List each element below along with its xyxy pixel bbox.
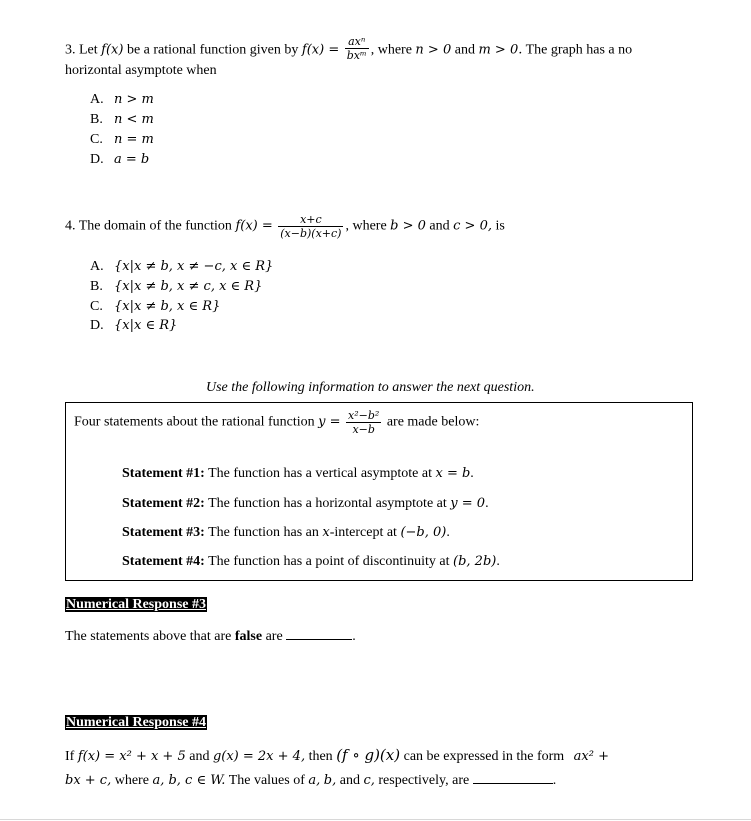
nr4-label: Numerical Response #4 [66,715,206,730]
q4-option-a[interactable]: A. {x|x ≠ b, x ≠ −c, x ∈ R} [90,259,274,274]
q4-option-d[interactable]: D. {x|x ∈ R} [90,318,178,333]
info-heading: Use the following information to answer the next question. [206,380,535,395]
q3-option-a[interactable]: A. n > m [90,92,154,107]
q4-option-c[interactable]: C. {x|x ≠ b, x ∈ R} [90,299,221,314]
q3-option-d[interactable]: D. a = b [90,152,150,167]
q4-fraction: $\frac{x+c}{(x-b)(x+c)}$ [280,213,342,240]
info-fraction: $\frac{\text{x²−b²}}{x-b}$ [348,409,380,436]
info-box [65,402,693,581]
nr4-line1: If f(x) = x² + x + 5 and g(x) = 2x + 4, then (f ∘ g)(x) can be expressed in the form ax² + [65,746,609,764]
q3-option-b[interactable]: B. n < m [90,112,154,127]
q3-fx-label: f(x) [101,42,124,58]
statement-3: Statement #3: The function has an x-intercept at (−b, 0). [122,525,450,540]
nr3-prompt: The statements above that are false are . [65,629,356,644]
q3-fraction: $\frac{\text{axⁿ}}{\text{bxᵐ}}$ [346,35,367,62]
statement-4: Statement #4: The function has a point of discontinuity at (b, 2b). [122,554,500,569]
nr3-answer-blank[interactable] [286,627,352,640]
info-intro: Four statements about the rational function y = $\frac{\text{x²−b²}}{x-b}$ are made below: [74,409,480,436]
q3-stem-line1: 3. Let f(x) be a rational function given by f(x) = $\frac{\text{axⁿ}}{\text{bxᵐ}}$ , where n > 0 and m > 0. The graph has a no [65,35,633,62]
q4-option-b[interactable]: B. {x|x ≠ b, x ≠ c, x ∈ R} [90,279,263,294]
q4-number: 4. [65,218,76,234]
nr4-line2: bx + c, where a, b, c ∈ W. The values of a, b, and c, respectively, are . [65,773,557,788]
q3-option-c[interactable]: C. n = m [90,132,154,147]
nr4-answer-blank[interactable] [473,771,553,784]
q3-number: 3. [65,42,76,58]
q4-stem: 4. The domain of the function f(x) = $\frac{x+c}{(x-b)(x+c)}$ , where b > 0 and c > 0, is [65,213,505,240]
q3-stem-line2: horizontal asymptote when [65,63,217,78]
page-bottom-divider [0,819,751,820]
nr3-label: Numerical Response #3 [66,597,206,612]
statement-1: Statement #1: The function has a vertical asymptote at x = b. [122,466,474,481]
statement-2: Statement #2: The function has a horizontal asymptote at y = 0. [122,496,489,511]
